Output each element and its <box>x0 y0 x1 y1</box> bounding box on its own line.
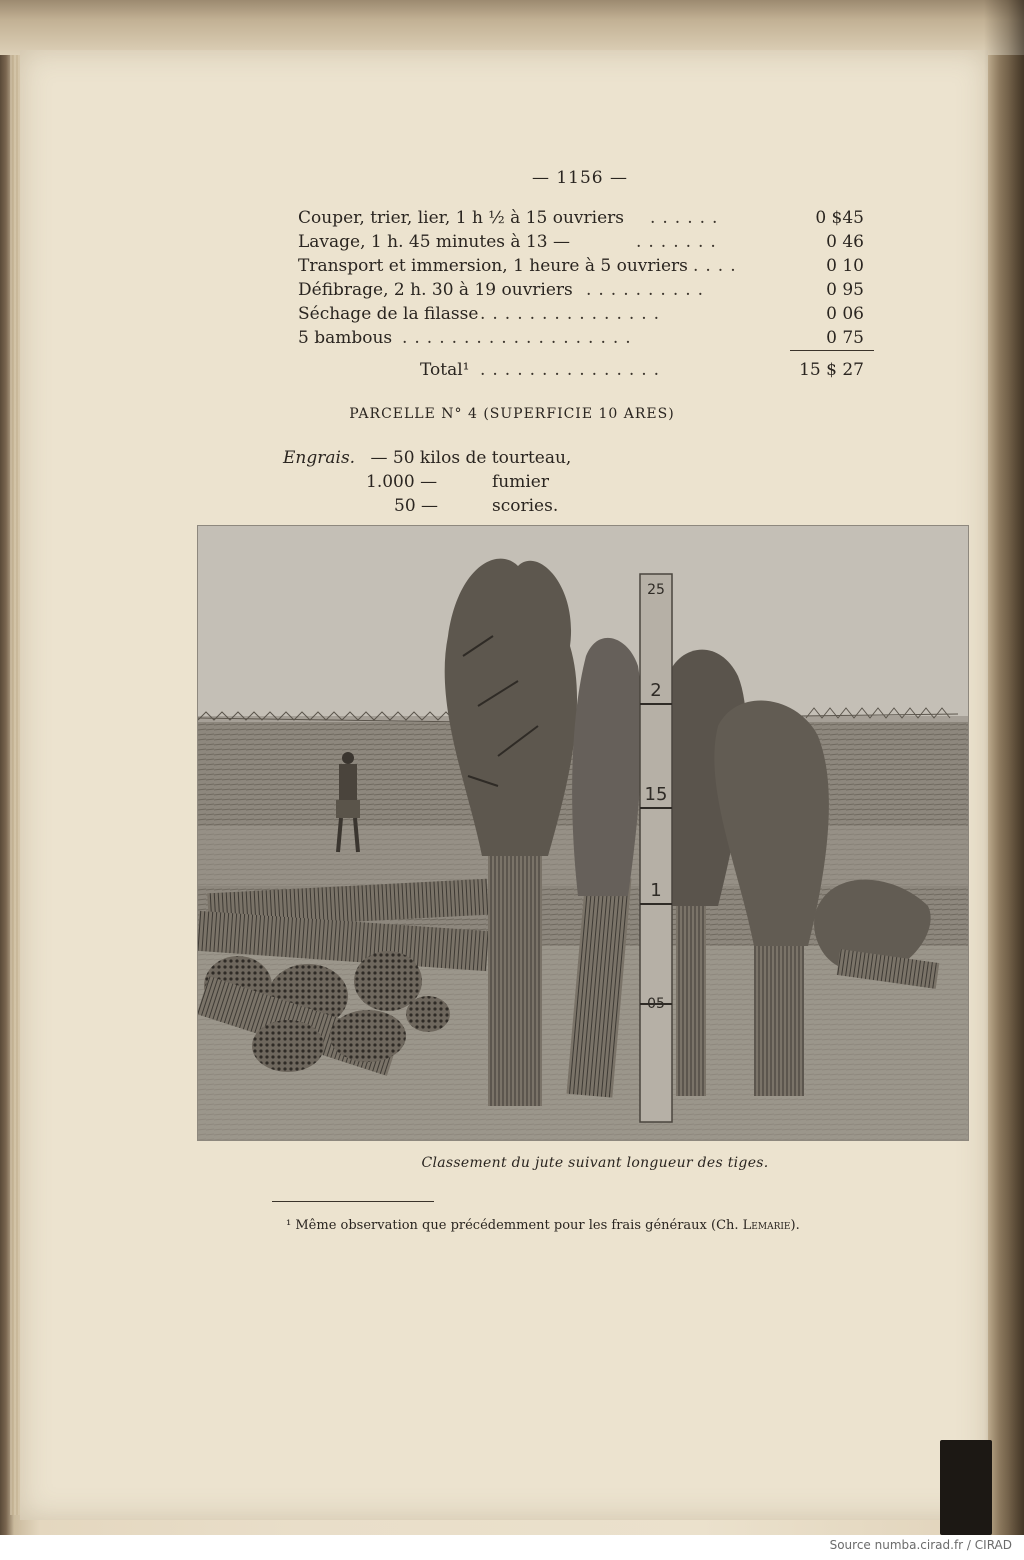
ruler-mark: 1 <box>650 880 662 901</box>
cost-value: 0 10 <box>826 256 864 276</box>
jute-photograph <box>198 526 968 1140</box>
footnote-marker: ¹ <box>286 1218 292 1233</box>
ruler-mark: 15 <box>644 784 668 805</box>
cost-value: 0 95 <box>826 280 864 300</box>
footnote-text-end: ). <box>790 1218 800 1233</box>
leader-dots: ...... <box>650 208 725 228</box>
fertilizer-heading: Engrais. <box>283 448 356 468</box>
cost-label: 5 bambous <box>298 328 393 348</box>
photo-illustration <box>198 526 968 1140</box>
leader-dots: ....... <box>636 232 723 252</box>
cost-row <box>298 254 878 278</box>
fertilizer-row <box>394 494 559 518</box>
source-credit: Source numba.cirad.fr / CIRAD <box>829 1538 1012 1552</box>
ruler-mark: 2 <box>650 680 662 701</box>
fertilizer-row <box>366 470 549 494</box>
leader-dots: .......... <box>586 280 711 300</box>
cost-label: Défibrage, 2 h. 30 à 19 ouvriers <box>298 280 573 300</box>
section-title: PARCELLE N° 4 (SUPERFICIE 10 ARES) <box>349 406 675 422</box>
total-row <box>420 358 878 382</box>
footnote-rule <box>272 1201 434 1202</box>
leader-dots: ............... <box>480 360 667 380</box>
fertilizer-item: scories. <box>492 496 559 516</box>
leader-dots: .... <box>693 256 743 276</box>
bookmark-ribbon <box>940 1440 992 1535</box>
cost-row <box>298 206 878 230</box>
cost-value: 0 $45 <box>815 208 864 228</box>
fertilizer-qty: 1.000 — <box>366 472 438 492</box>
cost-row <box>298 278 878 302</box>
total-label: Total¹ <box>420 360 470 380</box>
footnote-author: Lemarie <box>742 1218 791 1233</box>
cost-row <box>298 230 878 254</box>
cost-label: Lavage, 1 h. 45 minutes à 13 — <box>298 232 570 252</box>
footnote-text: Même observation que précédemment pour les frais généraux (Ch. <box>295 1218 743 1233</box>
leader-dots: ................... <box>402 328 638 348</box>
book-top-edge <box>0 0 1024 55</box>
cost-label: Transport et immersion, 1 heure à 5 ouvriers <box>298 256 688 276</box>
cost-label: Séchage de la filasse <box>298 304 479 324</box>
page-number: — 1156 — <box>531 168 629 188</box>
fertilizer-row <box>283 446 571 470</box>
cost-row <box>298 302 878 326</box>
fertilizer-qty: — 50 kilos de tourteau, <box>370 448 572 468</box>
ruler-mark: 05 <box>647 996 665 1012</box>
cost-value: 0 46 <box>826 232 864 252</box>
cost-row <box>298 326 878 350</box>
sum-rule <box>790 350 874 351</box>
cost-label: Couper, trier, lier, 1 h ½ à 15 ouvriers <box>298 208 625 228</box>
cost-value: 0 06 <box>826 304 864 324</box>
cost-value: 0 75 <box>826 328 864 348</box>
measuring-pole <box>640 574 672 1122</box>
figure-caption: Classement du jute suivant longueur des tiges. <box>421 1155 769 1171</box>
ruler-mark: 25 <box>647 582 665 598</box>
book-spine-shadow <box>984 0 1024 1535</box>
leader-dots: ............... <box>480 304 667 324</box>
footnote <box>286 1218 800 1233</box>
total-value: 15 $ 27 <box>799 360 864 380</box>
fertilizer-qty: 50 — <box>394 496 439 516</box>
fertilizer-item: fumier <box>492 472 549 492</box>
